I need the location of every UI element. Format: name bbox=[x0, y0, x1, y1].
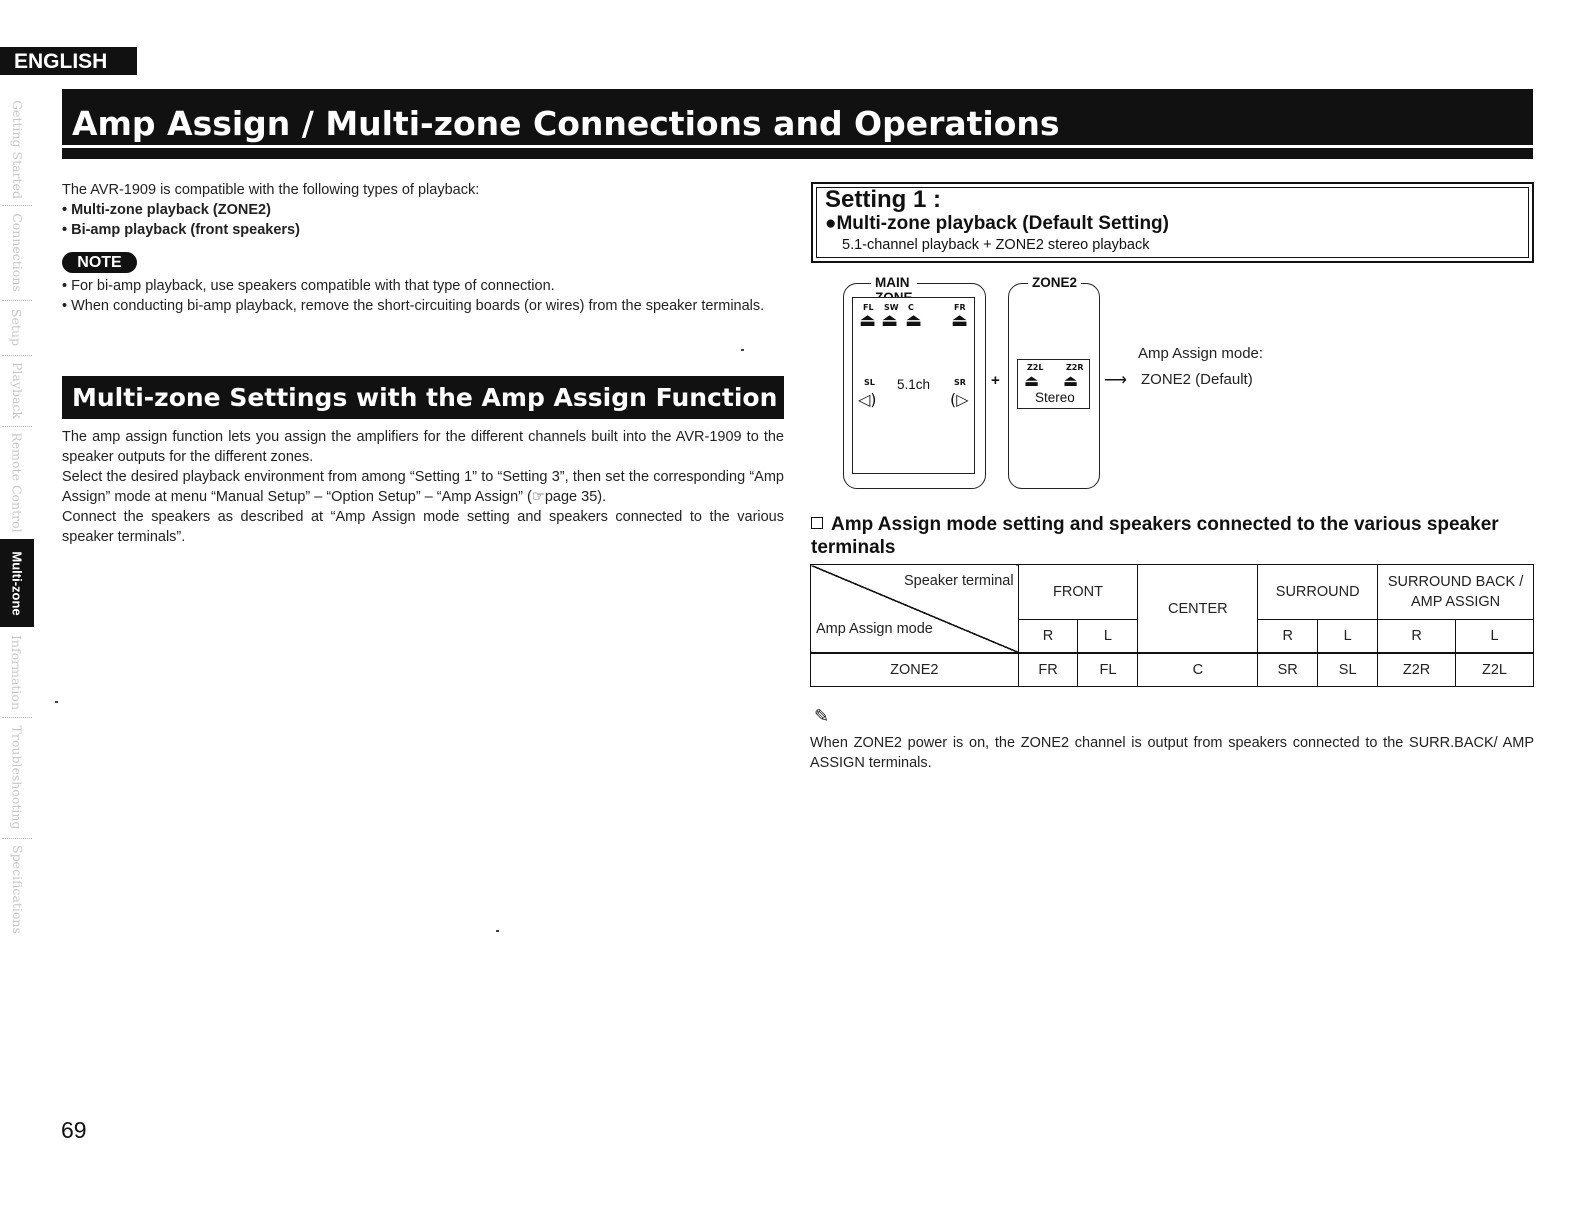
corner-top-label: Speaker terminal bbox=[903, 573, 1014, 589]
table-cell: ZONE2 bbox=[811, 653, 1019, 686]
side-tab-playback[interactable]: Playback bbox=[9, 361, 25, 419]
speaker-icon: (▷ bbox=[950, 390, 969, 409]
table-subheader: L bbox=[1078, 620, 1138, 653]
language-tab: ENGLISH bbox=[0, 47, 137, 75]
table-header: CENTER bbox=[1138, 565, 1258, 654]
table-subheader: L bbox=[1318, 620, 1378, 653]
intro-lead: The AVR-1909 is compatible with the following types of playback: bbox=[62, 182, 480, 198]
side-tab-troubleshooting[interactable]: Troubleshooting bbox=[9, 725, 25, 829]
scan-speck bbox=[496, 930, 499, 932]
intro-item: • Multi-zone playback (ZONE2) bbox=[62, 202, 271, 218]
section-body bbox=[62, 427, 784, 547]
setting-subheading: ●Multi-zone playback (Default Setting) bbox=[825, 213, 1169, 234]
section-paragraph: The amp assign function lets you assign the amplifiers for the different channels built into the AVR-1909 to the speaker outputs for the different zones. bbox=[62, 429, 784, 465]
section-title: Multi-zone Settings with the Amp Assign Function bbox=[62, 376, 784, 419]
table-subheader: R bbox=[1258, 620, 1318, 653]
table-cell: FL bbox=[1078, 653, 1138, 686]
arrow-right-icon: ⟶ bbox=[1104, 372, 1127, 389]
section-paragraph: Select the desired playback environment from among “Setting 1” to “Setting 3”, then set the corresponding “Amp Assign” mode at menu “Manual Setup” – “Option Setup” – “Amp Assign” (☞page 35). bbox=[62, 469, 784, 505]
title-underline bbox=[62, 148, 1533, 159]
speaker-label-z2r: Z2R bbox=[1066, 363, 1084, 372]
setting-description: 5.1-channel playback + ZONE2 stereo playback bbox=[842, 237, 1150, 253]
table-subheader: L bbox=[1456, 620, 1534, 653]
table-row bbox=[811, 653, 1534, 686]
table-cell: Z2L bbox=[1456, 653, 1534, 686]
speaker-label-fl: FL bbox=[863, 303, 874, 312]
speaker-icon: ⏏ bbox=[905, 310, 923, 331]
zone2-label: ZONE2 bbox=[1028, 275, 1081, 290]
speaker-icon: ⏏ bbox=[881, 310, 899, 331]
note-item: • When conducting bi-amp playback, remove the short-circuiting boards (or wires) from the speaker terminals. bbox=[62, 298, 765, 314]
intro-item: • Bi-amp playback (front speakers) bbox=[62, 222, 300, 238]
side-tab-multi-zone[interactable]: Multi-zone bbox=[0, 539, 34, 627]
subsection-title: Amp Assign mode setting and speakers connected to the various speaker terminals bbox=[811, 514, 1499, 558]
side-tab-information[interactable]: Information bbox=[9, 634, 25, 710]
amp-assign-mode-value: ZONE2 (Default) bbox=[1141, 371, 1253, 388]
table-subheader: R bbox=[1018, 620, 1078, 653]
side-tab-specifications[interactable]: Specifications bbox=[9, 844, 25, 934]
speaker-label-z2l: Z2L bbox=[1027, 363, 1044, 372]
side-tab-remote-control[interactable]: Remote Control bbox=[9, 431, 25, 533]
speaker-icon: ⏏ bbox=[1063, 371, 1079, 390]
note-badge: NOTE bbox=[62, 252, 137, 273]
table-cell: FR bbox=[1018, 653, 1078, 686]
side-tab-getting-started[interactable]: Getting Started bbox=[9, 99, 25, 199]
table-subheader: R bbox=[1378, 620, 1456, 653]
table-cell: SR bbox=[1258, 653, 1318, 686]
pencil-icon: ✎ bbox=[814, 706, 830, 726]
main-zone-label: MAIN bbox=[871, 275, 917, 305]
table-header: FRONT bbox=[1018, 565, 1138, 620]
plus-sign: + bbox=[991, 372, 1000, 389]
scan-speck bbox=[741, 349, 744, 351]
table-cell: C bbox=[1138, 653, 1258, 686]
table-cell: SL bbox=[1318, 653, 1378, 686]
speaker-label-fr: FR bbox=[954, 303, 966, 312]
speaker-icon: ⏏ bbox=[859, 310, 877, 331]
setting-heading: Setting 1 : bbox=[825, 186, 942, 213]
amp-assign-mode-label: Amp Assign mode: bbox=[1138, 345, 1264, 362]
side-tab-connections[interactable]: Connections bbox=[9, 212, 25, 292]
speaker-icon: ⏏ bbox=[1024, 371, 1040, 390]
footnote: When ZONE2 power is on, the ZONE2 channel is output from speakers connected to the SURR.BACK/ AMP ASSIGN terminals. bbox=[810, 735, 1534, 771]
speaker-icon: ⏏ bbox=[951, 310, 969, 331]
table-header: SURROUND BACK / AMP ASSIGN bbox=[1378, 565, 1534, 620]
speaker-label-c: C bbox=[908, 303, 914, 312]
speaker-label-sl: SL bbox=[864, 378, 875, 387]
amp-assign-table bbox=[810, 564, 1534, 687]
zone2-mode-text: Stereo bbox=[1035, 390, 1075, 405]
checkbox-square-icon bbox=[811, 517, 823, 529]
section-paragraph: Connect the speakers as described at “Amp Assign mode setting and speakers connected to the various speaker terminals”. bbox=[62, 509, 784, 545]
note-item: • For bi-amp playback, use speakers compatible with that type of connection. bbox=[62, 278, 555, 294]
speaker-icon: ◁) bbox=[858, 390, 877, 409]
speaker-label-sr: SR bbox=[954, 378, 966, 387]
table-corner-cell bbox=[811, 565, 1019, 654]
channel-text: 5.1ch bbox=[897, 377, 931, 392]
side-tab-navigation bbox=[0, 95, 34, 945]
intro-text bbox=[62, 180, 784, 240]
note-list bbox=[62, 276, 784, 316]
corner-bottom-label: Amp Assign mode bbox=[816, 621, 933, 638]
table-header: SURROUND bbox=[1258, 565, 1378, 620]
speaker-label-sw: SW bbox=[884, 303, 899, 312]
page-title: Amp Assign / Multi-zone Connections and Operations bbox=[62, 89, 1533, 145]
page-number: 69 bbox=[61, 1117, 87, 1143]
side-tab-setup[interactable]: Setup bbox=[9, 308, 25, 346]
table-cell: Z2R bbox=[1378, 653, 1456, 686]
scan-speck bbox=[55, 701, 58, 703]
